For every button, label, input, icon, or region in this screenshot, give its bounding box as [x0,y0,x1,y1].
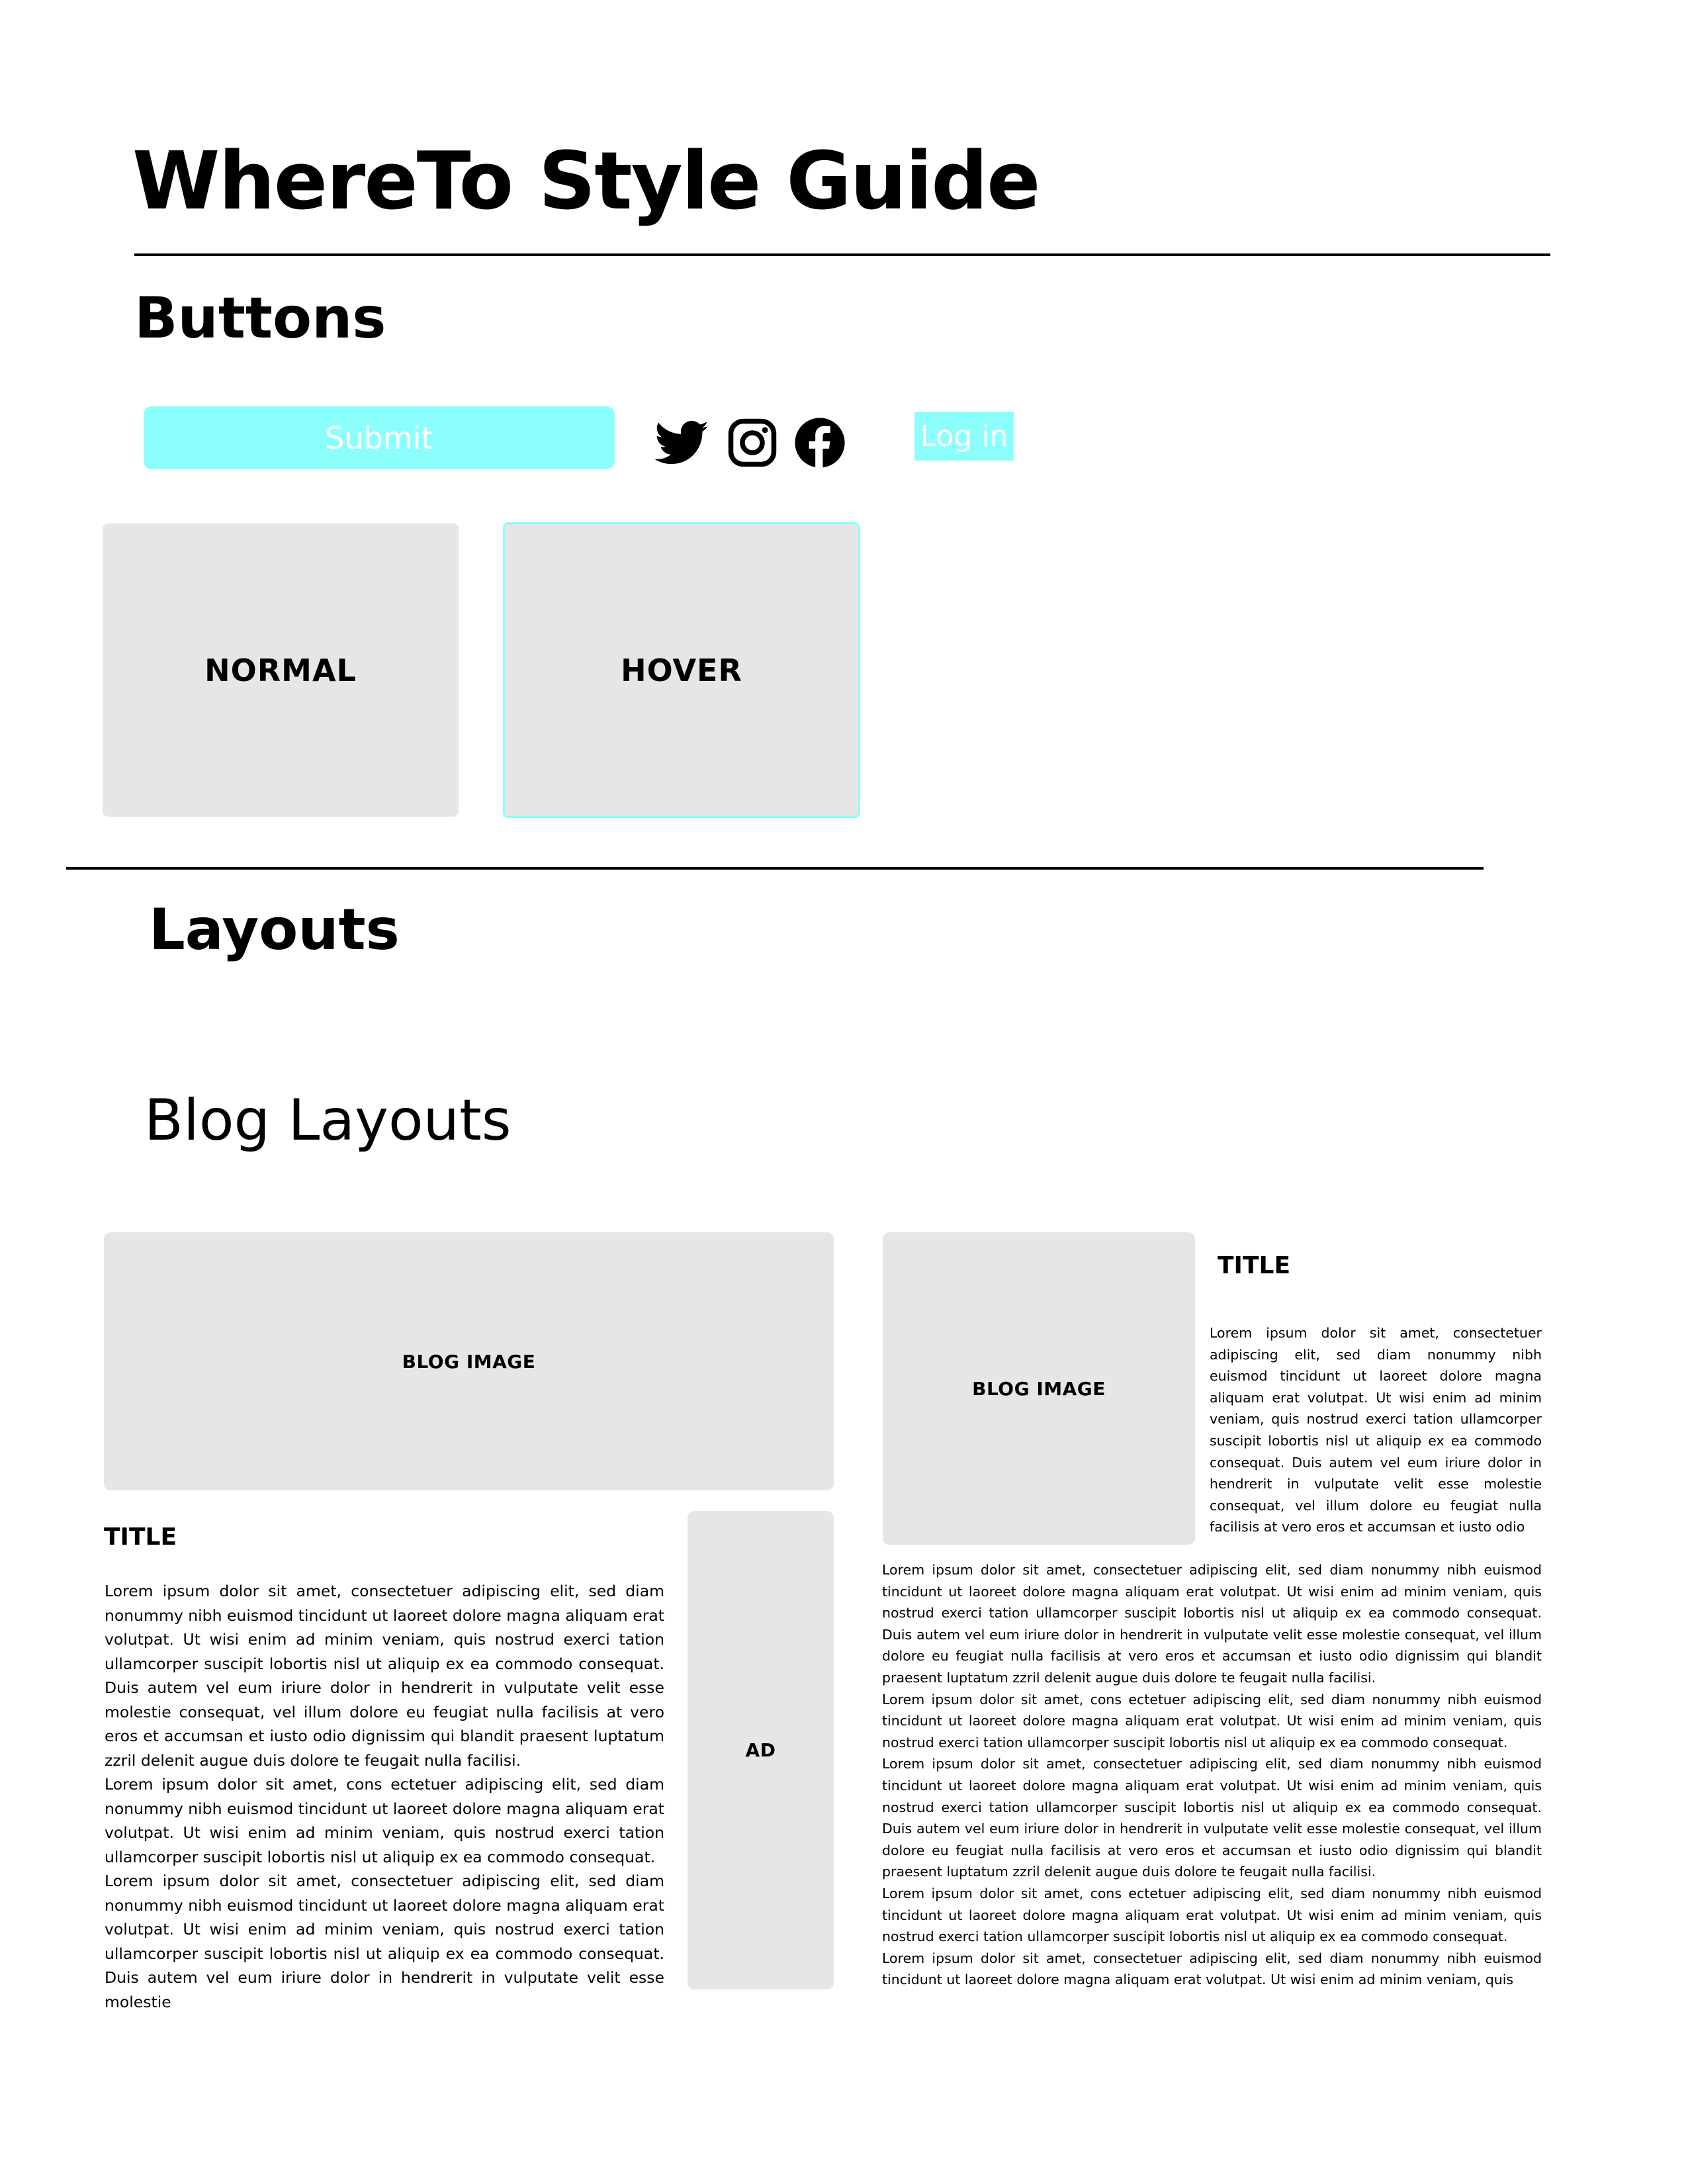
post-body [105,1579,664,2011]
post-title: TITLE [1218,1252,1291,1279]
instagram-icon[interactable] [725,416,779,470]
post-title: TITLE [104,1524,177,1551]
post-side-text [1210,1322,1542,1541]
submit-button[interactable]: Submit [144,406,615,469]
buttons-heading: Buttons [134,285,386,351]
ad-placeholder [688,1511,834,1989]
hover-state-box[interactable] [503,522,860,818]
post-body [882,1559,1542,1996]
post-paragraph: Lorem ipsum dolor sit amet, cons ectetuer adipiscing elit, sed diam nonummy nibh euismod tincidunt ut laoreet dolore magna aliquam erat volutpat. Ut wisi enim ad minim veniam, quis nostrud exerci tation ullamcorper suscipit lobortis nisl ut aliquip ex ea commodo consequat. [105,1775,664,1866]
post-paragraph: Lorem ipsum dolor sit amet, consectetuer adipiscing elit, sed diam nonummy nibh euismod tincidunt ut laoreet dolore magna aliquam erat volutpat. Ut wisi enim ad minim veniam, quis nostrud exerci tation ullamcorper suscipit lobortis nisl ut aliquip ex ea commodo consequat. Duis autem vel eum iriure dolor in hendrerit in vulputate velit esse molestie consequat, vel illum dolore eu feugiat nulla facilisis at vero eros et accumsan et iusto odio dignissim qui blandit praesent luptatum zzril delenit augue duis dolore te feugait nulla facilisi. [882,1562,1542,1686]
blog-layouts-heading: Blog Layouts [144,1087,511,1154]
title-divider [134,253,1550,256]
login-button[interactable]: Log in [914,412,1014,461]
normal-state-box[interactable] [103,523,459,817]
twitter-icon[interactable] [655,416,709,470]
post-paragraph: Lorem ipsum dolor sit amet, consectetuer adipiscing elit, sed diam nonummy nibh euismod tincidunt ut laoreet dolore magna aliquam erat volutpat. Ut wisi enim ad minim veniam, quis nostrud exerci tation ullamcorper suscipit lobortis nisl ut aliquip ex ea commodo consequat. Duis autem vel eum iriure dolor in hendrerit in vulputate velit esse molestie consequat, vel illum dolore eu feugiat nulla facilisis at vero eros et accumsan et iusto odio dignissim qui blandit praesent luptatum zzril delenit augue duis dolore te feugait nulla facilisi. [882,1756,1542,1880]
page-title: WhereTo Style Guide [132,136,1040,228]
normal-state-label: NORMAL [204,652,357,688]
post-paragraph: Lorem ipsum dolor sit amet, consectetuer adipiscing elit, sed diam nonummy nibh euismod tincidunt ut laoreet dolore magna aliquam erat volutpat. Ut wisi enim ad minim veniam, quis nostrud exerci tation ullamcorper suscipit lobortis nisl ut aliquip ex ea commodo consequat. Duis autem vel eum iriure dolor in hendrerit in vulputate velit esse molestie consequat, vel illum dolore eu feugiat nulla facilisis at vero eros et accumsan et iusto odio [1210,1325,1542,1535]
post-paragraph: Lorem ipsum dolor sit amet, cons ectetuer adipiscing elit, sed diam nonummy nibh euismod tincidunt ut laoreet dolore magna aliquam erat volutpat. Ut wisi enim ad minim veniam, quis nostrud exerci tation ullamcorper suscipit lobortis nisl ut aliquip ex ea commodo consequat. [882,1691,1542,1751]
hover-state-label: HOVER [621,652,742,688]
post-paragraph: Lorem ipsum dolor sit amet, cons ectetuer adipiscing elit, sed diam nonummy nibh euismod tincidunt ut laoreet dolore magna aliquam erat volutpat. Ut wisi enim ad minim veniam, quis nostrud exerci tation ullamcorper suscipit lobortis nisl ut aliquip ex ea commodo consequat. [882,1885,1542,1945]
post-paragraph: Lorem ipsum dolor sit amet, consectetuer adipiscing elit, sed diam nonummy nibh euismod tincidunt ut laoreet dolore magna aliquam erat volutpat. Ut wisi enim ad minim veniam, quis nostrud exerci tation ullamcorper suscipit lobortis nisl ut aliquip ex ea commodo consequat. Duis autem vel eum iriure dolor in hendrerit in vulputate velit esse molestie [105,1872,664,2011]
blog-image-label: BLOG IMAGE [402,1350,536,1373]
blog-image-placeholder [104,1232,834,1490]
blog-image-label: BLOG IMAGE [972,1377,1106,1400]
blog-image-placeholder [883,1232,1195,1545]
facebook-icon[interactable] [793,416,847,470]
layouts-heading: Layouts [149,897,400,963]
post-paragraph: Lorem ipsum dolor sit amet, consectetuer adipiscing elit, sed diam nonummy nibh euismod tincidunt ut laoreet dolore magna aliquam erat volutpat. Ut wisi enim ad minim veniam, quis nostrud exerci tation ullamcorper suscipit lobortis nisl ut aliquip ex ea commodo consequat. Duis autem vel eum iriure dolor in hendrerit in vulputate velit esse molestie consequat, vel illum dolore eu feugiat nulla facilisis at vero eros et accumsan et iusto odio dignissim qui blandit praesent luptatum zzril delenit augue duis dolore te feugait nulla facilisi. [105,1582,664,1770]
post-paragraph: Lorem ipsum dolor sit amet, consectetuer adipiscing elit, sed diam nonummy nibh euismod tincidunt ut laoreet dolore magna aliquam erat volutpat. Ut wisi enim ad minim veniam, quis [882,1950,1542,1988]
section-divider [66,867,1484,870]
ad-label: AD [745,1739,776,1761]
